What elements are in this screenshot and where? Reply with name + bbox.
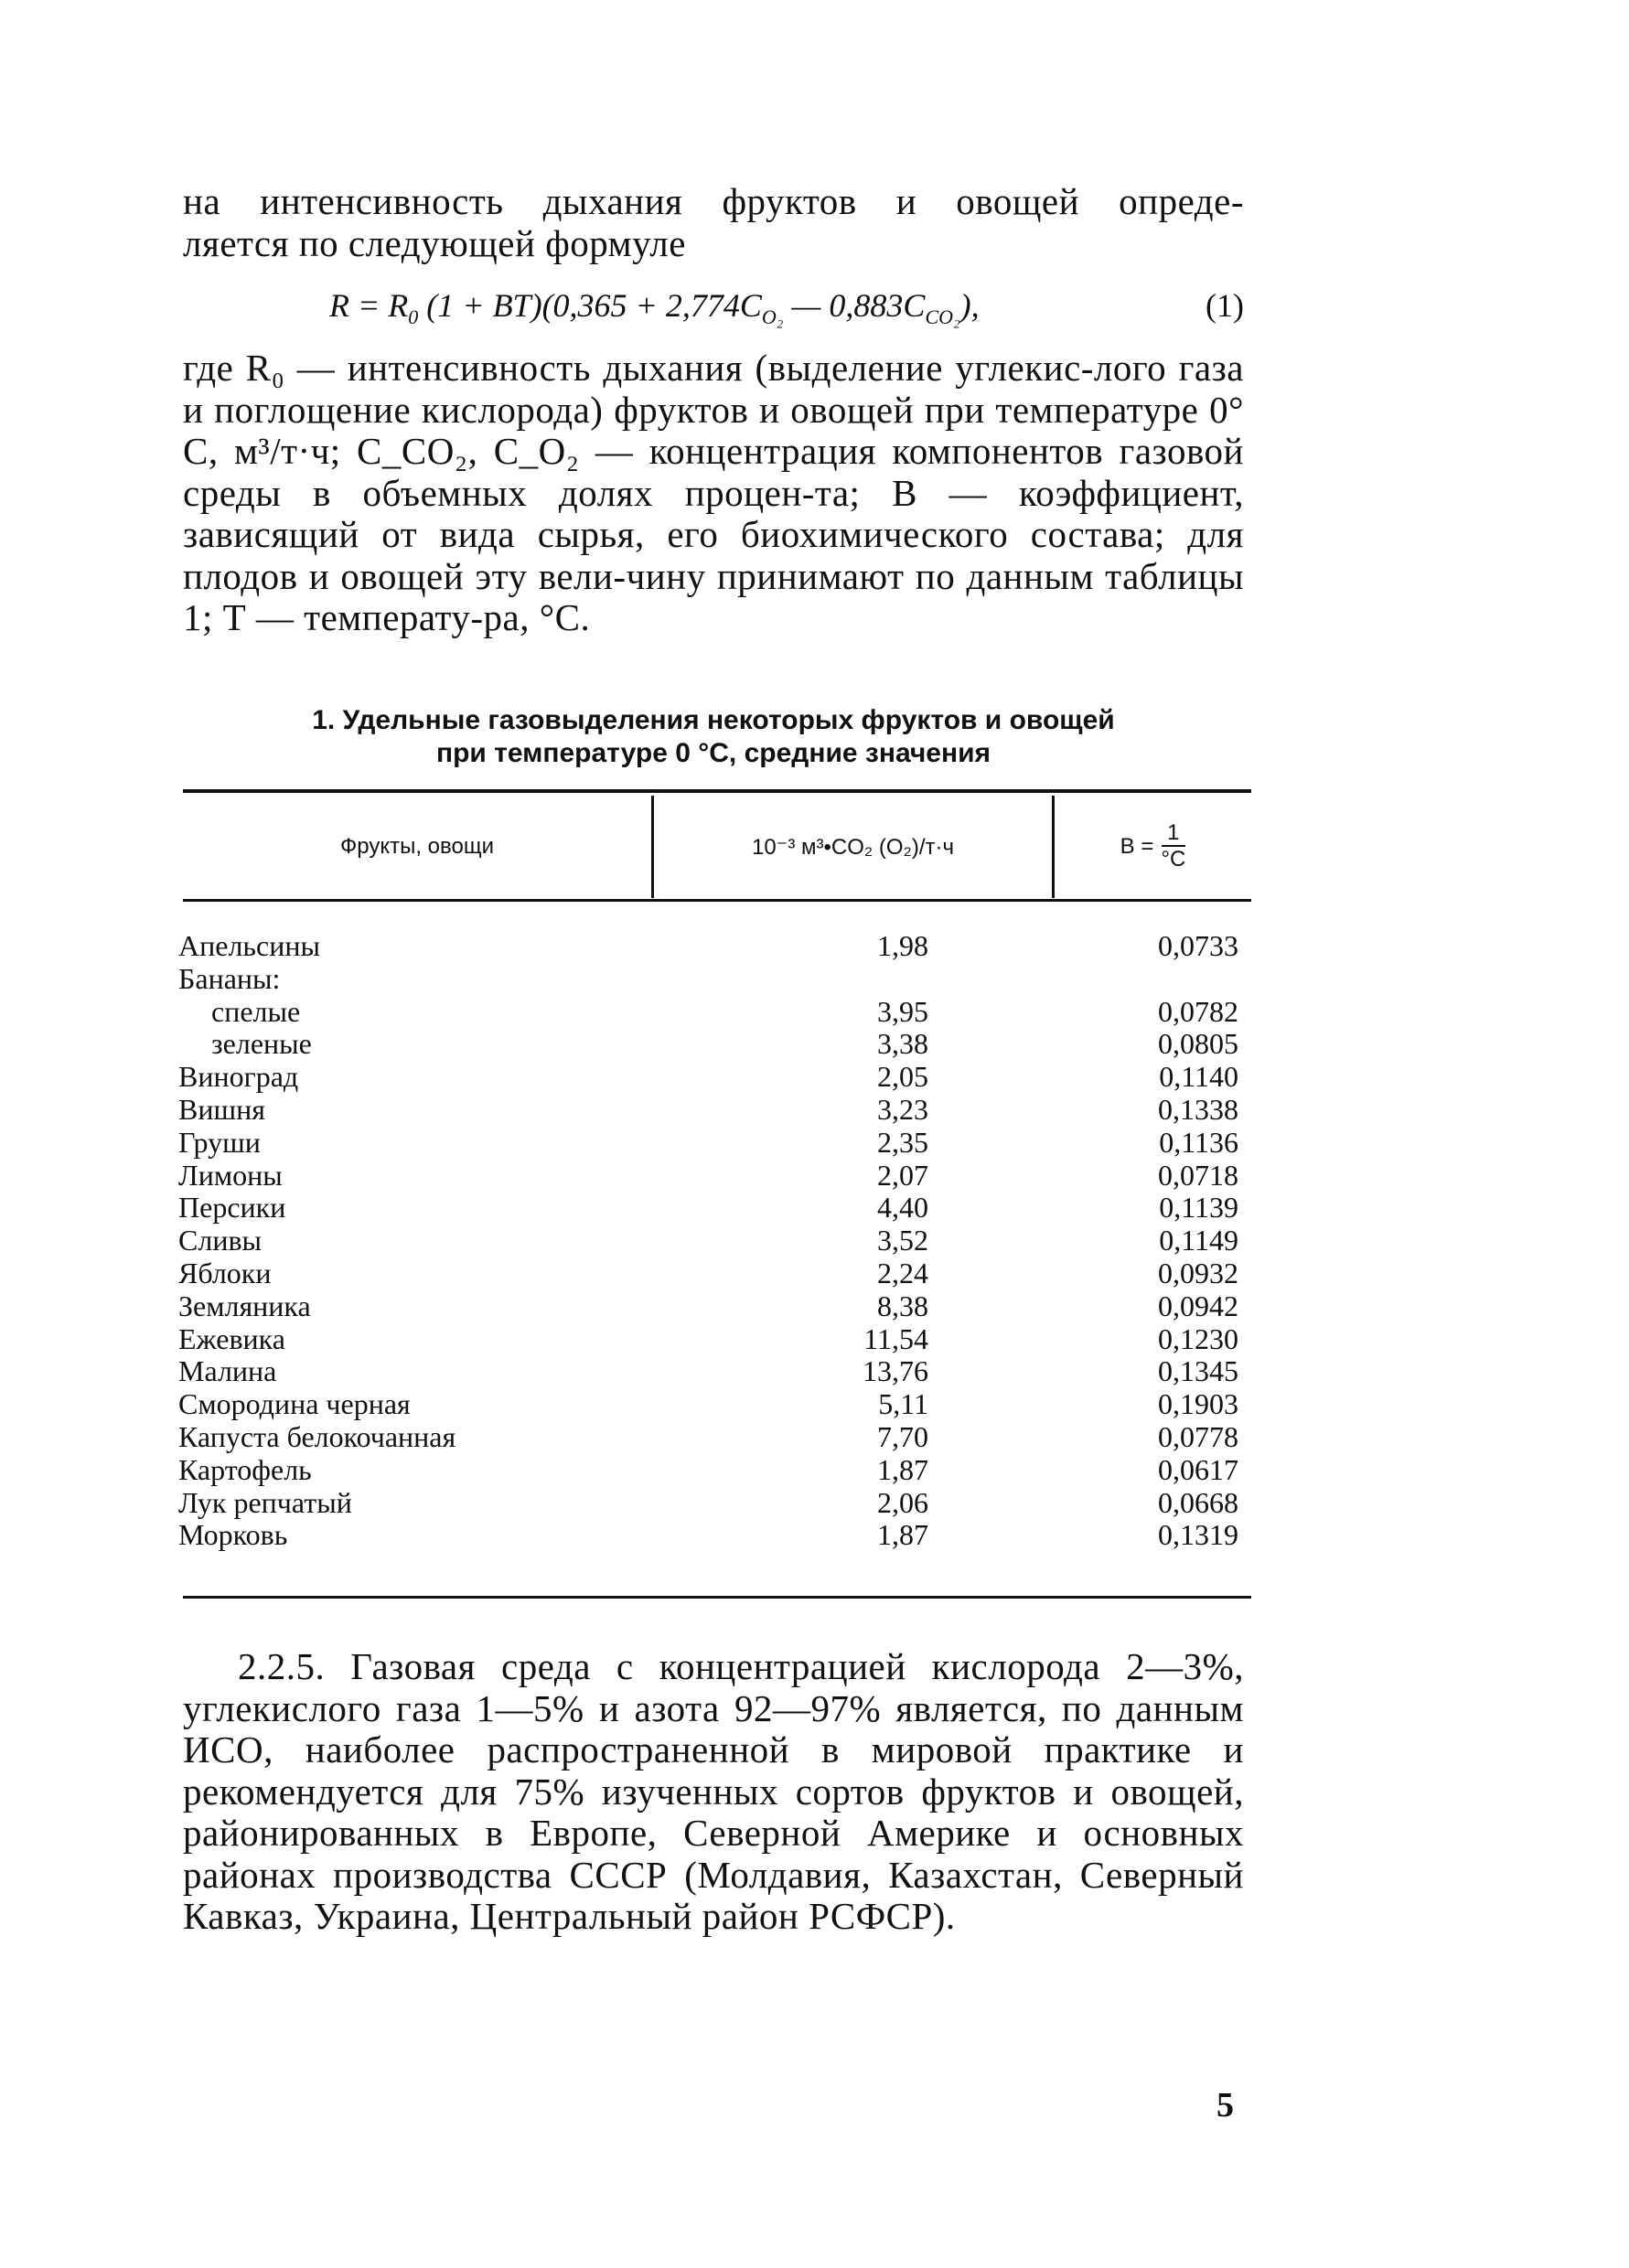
coefficient-value bbox=[928, 963, 1238, 996]
gas-emission-value: 3,95 bbox=[877, 994, 928, 1028]
header-coefficient-fraction bbox=[1161, 821, 1185, 872]
gas-emission-value: 13,76 bbox=[863, 1354, 928, 1388]
table-row bbox=[178, 930, 1251, 963]
product-name: Бананы: bbox=[178, 961, 281, 995]
header-coefficient-prefix: B = bbox=[1120, 834, 1154, 859]
product-name: Лук репчатый bbox=[178, 1485, 352, 1519]
table-caption bbox=[183, 704, 1244, 770]
gas-emission-value: 11,54 bbox=[863, 1321, 928, 1355]
formula-rhs-end: ), bbox=[959, 287, 980, 324]
table-caption-line-1: 1. Удельные газовыделения некоторых фруктов и овощей bbox=[312, 705, 1115, 735]
coefficient-value: 0,1319 bbox=[1158, 1518, 1238, 1552]
table-row bbox=[178, 1094, 1251, 1127]
header-products: Фрукты, овощи bbox=[340, 834, 494, 859]
fraction-numerator: 1 bbox=[1162, 821, 1184, 847]
product-name: Земляника bbox=[178, 1289, 311, 1322]
product-name: Груши bbox=[178, 1125, 261, 1159]
coefficient-value: 0,1136 bbox=[1159, 1125, 1238, 1159]
coefficient-value: 0,0733 bbox=[1158, 929, 1238, 962]
table-row bbox=[178, 963, 1251, 996]
gas-emission-value: 3,38 bbox=[877, 1027, 928, 1061]
table-row bbox=[178, 1290, 1251, 1323]
table-row bbox=[178, 1454, 1251, 1487]
coefficient-value: 0,0668 bbox=[1158, 1485, 1238, 1519]
header-gas-emission: 10⁻³ м³•CO₂ (O₂)/т·ч bbox=[751, 834, 955, 860]
gas-emission-value: 2,35 bbox=[877, 1125, 928, 1159]
gas-emission-value: 2,06 bbox=[877, 1485, 928, 1519]
coefficient-value: 0,1338 bbox=[1158, 1092, 1238, 1126]
product-name: Картофель bbox=[178, 1452, 312, 1486]
product-name: Яблоки bbox=[178, 1256, 272, 1289]
formula-sub-0: 0 bbox=[408, 305, 419, 329]
table-row bbox=[178, 1127, 1251, 1160]
table-header-rule bbox=[183, 899, 1251, 902]
product-name: Виноград bbox=[178, 1060, 299, 1094]
gas-emission-value: 4,40 bbox=[877, 1191, 928, 1225]
table-row bbox=[178, 1519, 1251, 1552]
coefficient-value: 0,0782 bbox=[1158, 994, 1238, 1028]
gas-emission-value: 2,24 bbox=[877, 1256, 928, 1289]
intro-line-1: на интенсивность дыхания фруктов и овощей опреде- bbox=[183, 180, 1244, 222]
fraction-denominator: °C bbox=[1161, 847, 1186, 872]
gas-emission-value: 2,05 bbox=[877, 1060, 928, 1094]
product-name: зеленые bbox=[211, 1027, 312, 1061]
gas-emission-value: 1,87 bbox=[877, 1452, 928, 1486]
table-row bbox=[178, 1421, 1251, 1454]
section-2-2-5-paragraph: 2.2.5. Газовая среда с концентрацией кислорода 2—3%, углекислого газа 1—5% и азота 92—97% является, по данным ИСО, наиболее распространенной в мировой практике и рекомендуется для 75% изученных сортов фруктов и овощей, районированных в Европе, Северной Америке и основных районах производства СССР (Молдавия, Казахстан, Северный Кавказ, Украина, Центральный район РСФСР). bbox=[183, 1645, 1244, 1937]
gas-emission-value: 3,23 bbox=[877, 1092, 928, 1126]
gas-emission-value: 7,70 bbox=[877, 1419, 928, 1453]
table-top-rule bbox=[183, 789, 1251, 793]
coefficient-value: 0,1140 bbox=[1159, 1060, 1238, 1094]
coefficient-value: 0,0805 bbox=[1158, 1027, 1238, 1061]
gas-emission-value: 8,38 bbox=[877, 1289, 928, 1322]
table-row bbox=[178, 1160, 1251, 1193]
table-row bbox=[178, 1257, 1251, 1290]
product-name: Морковь bbox=[178, 1518, 288, 1552]
coefficient-value: 0,0932 bbox=[1158, 1256, 1238, 1289]
coefficient-value: 0,0718 bbox=[1158, 1158, 1238, 1192]
gas-emission-value: 5,11 bbox=[878, 1387, 928, 1421]
gas-emission-value: 1,87 bbox=[877, 1518, 928, 1552]
coefficient-value: 0,1230 bbox=[1158, 1321, 1238, 1355]
gas-emission-value bbox=[654, 963, 928, 996]
coefficient-value: 0,1149 bbox=[1159, 1224, 1238, 1257]
product-name: Капуста белокочанная bbox=[178, 1419, 456, 1453]
formula-lhs: R = R bbox=[329, 287, 409, 324]
table-row bbox=[178, 1028, 1251, 1061]
coefficient-value: 0,0778 bbox=[1158, 1419, 1238, 1453]
formula-rhs-start: (1 + BT)(0,365 + 2,774C bbox=[426, 287, 762, 324]
formula-sub-co2: CO₂ bbox=[925, 305, 960, 329]
coefficient-value: 0,0942 bbox=[1158, 1289, 1238, 1322]
gas-emission-value: 1,98 bbox=[877, 929, 928, 962]
coefficient-value: 0,1903 bbox=[1158, 1387, 1238, 1421]
table-row bbox=[178, 1487, 1251, 1520]
product-name: Апельсины bbox=[178, 929, 320, 962]
gas-emission-value: 3,52 bbox=[877, 1224, 928, 1257]
intro-paragraph bbox=[183, 181, 1244, 264]
coefficient-value: 0,1345 bbox=[1158, 1354, 1238, 1388]
intro-line-2: ляется по следующей формуле bbox=[183, 221, 686, 264]
product-name: Лимоны bbox=[178, 1158, 283, 1192]
table-row bbox=[178, 1225, 1251, 1257]
respiration-formula bbox=[329, 285, 1244, 337]
table-row bbox=[178, 1061, 1251, 1094]
coefficient-value: 0,0617 bbox=[1158, 1452, 1238, 1486]
table-row bbox=[178, 1323, 1251, 1356]
product-name: спелые bbox=[211, 994, 301, 1028]
formula-number: (1) bbox=[1206, 287, 1244, 324]
formula-rhs-mid: — 0,883C bbox=[783, 287, 926, 324]
header-coefficient bbox=[1055, 796, 1251, 898]
table-row bbox=[178, 1192, 1251, 1225]
explanation-paragraph: где R₀ — интенсивность дыхания (выделение углекис-лого газа и поглощение кислорода) фруктов и овощей при температуре 0° С, м³/т·ч; C_CO₂, C_O₂ — концентрация компонентов газовой среды в объемных долях процен-та; В — коэффициент, зависящий от вида сырья, его биохимического состава; для плодов и овощей эту вели-чину принимают по данным таблицы 1; Т — температу-ра, °С. bbox=[183, 347, 1244, 638]
table-row bbox=[178, 1355, 1251, 1388]
table-body bbox=[178, 930, 1251, 1552]
page-number: 5 bbox=[1216, 2086, 1234, 2124]
table-row bbox=[178, 1388, 1251, 1421]
gas-emission-value: 2,07 bbox=[877, 1158, 928, 1192]
formula-sub-o2: O₂ bbox=[761, 305, 784, 329]
product-name: Смородина черная bbox=[178, 1387, 411, 1421]
coefficient-value: 0,1139 bbox=[1159, 1191, 1238, 1225]
product-name: Ежевика bbox=[178, 1321, 285, 1355]
product-name: Малина bbox=[178, 1354, 277, 1388]
table-bottom-rule bbox=[183, 1596, 1251, 1599]
product-name: Персики bbox=[178, 1191, 286, 1225]
product-name: Сливы bbox=[178, 1224, 263, 1257]
product-name: Вишня bbox=[178, 1092, 265, 1126]
table-caption-line-2: при температуре 0 °С, средние значения bbox=[435, 738, 991, 768]
table-row bbox=[178, 996, 1251, 1029]
